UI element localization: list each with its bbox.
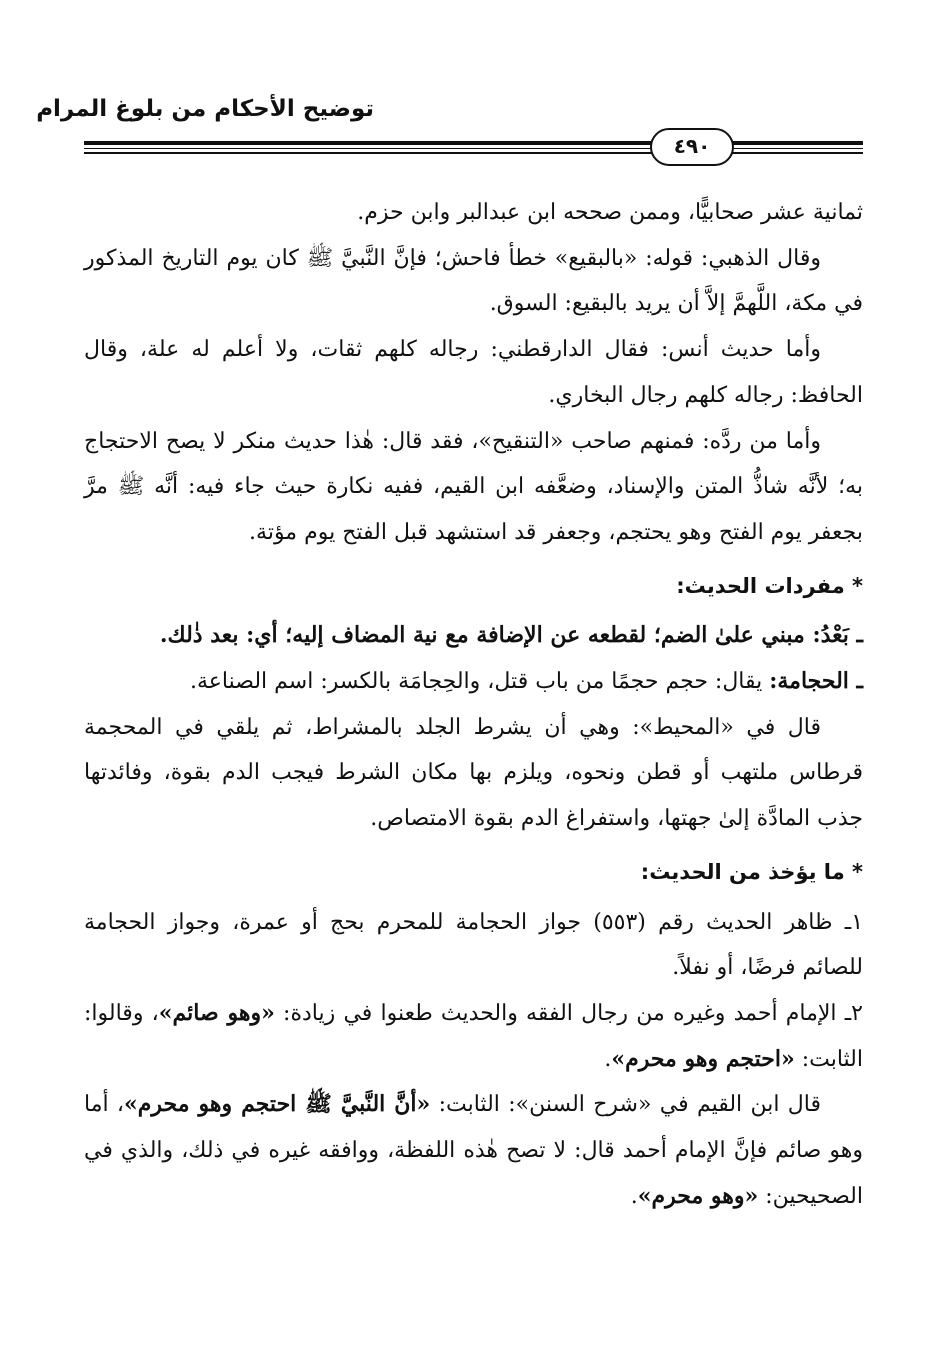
text-span: .: [604, 1046, 612, 1072]
header-rule-thin: [84, 148, 863, 149]
paragraph-1: ثمانية عشر صحابيًّا، وممن صححه ابن عبدالبر وابن حزم.: [357, 200, 863, 225]
paragraph-6: [84, 1082, 863, 1219]
body-text: [84, 190, 863, 1219]
header-rule-lower: [84, 152, 863, 154]
paragraph-5: قال في «المحيط»: وهي أن يشرط الجلد بالمشراط، ثم يلقي في المحجمة قرطاس ملتهب أو قطن ونحوه، ويلزم بها مكان الشرط فيجب الدم بقوة، وفائدتها جذب المادَّة إلىٰ جهتها، واستفراغ الدم بقوة الامتصاص.: [84, 714, 863, 832]
text-span: قال ابن القيم في «شرح السنن»: الثابت:: [430, 1092, 821, 1118]
quote-span: «احتجم وهو محرم»: [611, 1045, 795, 1072]
text-span: ٢ـ الإمام أحمد وغيره من رجال الفقه والحديث طعنوا في زيادة:: [274, 1000, 863, 1026]
ruling-item-1: ١ـ ظاهر الحديث رقم (٥٥٣) جواز الحجامة للمحرم بحج أو عمرة، وجواز الحجامة للصائم فرضًا، أو نفلاً.: [84, 909, 864, 981]
vocab-entry-bad: ـ بَعْدُ: مبني علىٰ الضم؛ لقطعه عن الإضافة مع نية المضاف إليه؛ أي: بعد ذٰلك.: [159, 622, 863, 649]
paragraph-2: وقال الذهبي: قوله: «بالبقيع» خطأ فاحش؛ فإنَّ النَّبيَّ ﷺ كان يوم التاريخ المذكور في مكة، اللَّهمَّ إلاَّ أن يريد بالبقيع: السوق.: [84, 245, 863, 317]
text-span: ، أما وهو صائم فإنَّ الإمام أحمد قال: لا تصح هٰذه اللفظة، ووافقه غيره في ذلك، والذي في الصحيحين:: [84, 1092, 863, 1209]
section-heading-vocabulary: * مفردات الحديث:: [676, 573, 863, 598]
paragraph-4: وأما من ردَّه: فمنهم صاحب «التنقيح»، فقد قال: هٰذا حديث منكر لا يصح الاحتجاج به؛ لأنَّه شاذُّ المتن والإسناد، وضعَّفه ابن القيم، ففيه نكارة حيث جاء فيه: أنَّه ﷺ مرَّ بجعفر يوم الفتح وهو يحتجم، وجعفر قد استشهد قبل الفتح يوم مؤتة.: [84, 428, 863, 545]
text-span: .: [630, 1183, 638, 1209]
page-number: ٤٩٠: [650, 128, 734, 166]
vocab-entry-hijama: [84, 659, 863, 705]
paragraph-3: وأما حديث أنس: فقال الدارقطني: رجاله كلهم ثقات، ولا أعلم له علة، وقال الحافظ: رجاله كلهم رجال البخاري.: [84, 337, 863, 408]
vocab-definition: يقال: حجم حجمًا من باب قتل، والحِجامَة بالكسر: اسم الصناعة.: [190, 669, 770, 695]
quote-span: «وهو صائم»: [158, 999, 275, 1026]
vocab-term: ـ الحجامة:: [769, 668, 863, 695]
running-title: توضيح الأحكام من بلوغ المرام: [36, 96, 374, 122]
header-rule: [84, 141, 863, 145]
text-span: ، وقالوا: الثابت:: [84, 1000, 863, 1072]
ruling-item-2: [84, 991, 863, 1082]
quote-span: «أنَّ النَّبيَّ ﷺ احتجم وهو محرم»: [124, 1091, 431, 1118]
section-heading-rulings: * ما يؤخذ من الحديث:: [640, 859, 863, 884]
quote-span: «وهو محرم»: [637, 1182, 759, 1209]
